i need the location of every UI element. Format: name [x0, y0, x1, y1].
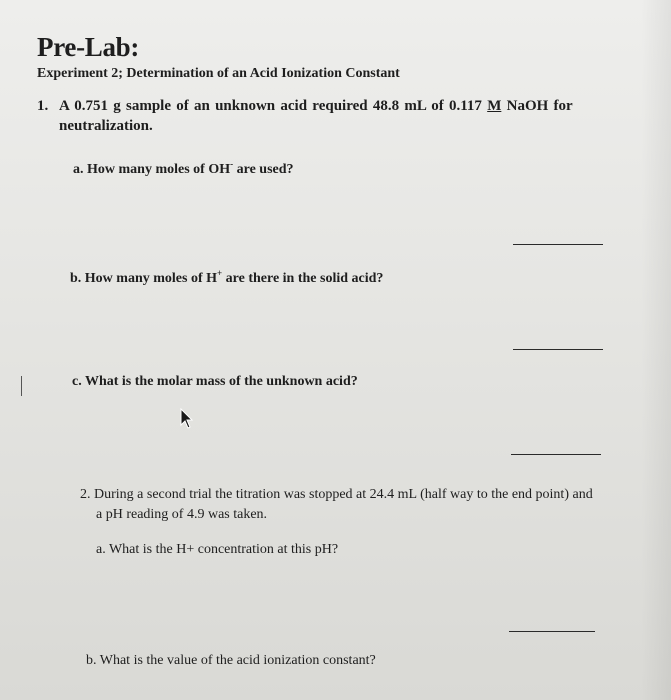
question-2a: a. What is the H+ concentration at this pH? — [96, 542, 339, 557]
mouse-cursor-icon — [180, 408, 194, 430]
question-1a-suffix: are used? — [233, 162, 294, 177]
question-1c: c. What is the molar mass of the unknown acid? — [72, 374, 358, 389]
page-title: Pre-Lab: — [37, 32, 140, 62]
answer-blank-2a[interactable] — [509, 631, 595, 632]
margin-mark — [21, 376, 22, 396]
question-2-text-line2: a pH reading of 4.9 was taken. — [96, 507, 268, 522]
question-1b — [70, 268, 383, 287]
answer-blank-1a[interactable] — [513, 244, 603, 245]
question-1-text-line2: neutralization. — [59, 118, 153, 134]
superscript-plus: + — [217, 268, 223, 278]
answer-blank-1b[interactable] — [513, 349, 603, 350]
question-1a-prefix: a. How many moles of OH — [73, 162, 231, 177]
page-shadow — [641, 0, 671, 700]
question-1-number: 1. — [37, 98, 49, 114]
question-1a — [73, 159, 294, 178]
question-1-text — [59, 98, 573, 115]
question-2-text: 2. During a second trial the titration was stopped at 24.4 mL (half way to the end point) and — [80, 487, 593, 502]
question-1-text-before: A 0.751 g sample of an unknown acid required 48.8 mL of 0.117 — [59, 98, 488, 114]
superscript-minus: - — [230, 159, 234, 169]
experiment-subtitle: Experiment 2; Determination of an Acid Ionization Constant — [37, 66, 400, 81]
question-1b-suffix: are there in the solid acid? — [222, 271, 384, 286]
question-2b: b. What is the value of the acid ionization constant? — [86, 653, 376, 668]
molar-unit: M — [487, 98, 502, 114]
answer-blank-1c[interactable] — [511, 454, 601, 455]
question-1-text-after: NaOH for — [501, 98, 573, 114]
question-1b-prefix: b. How many moles of H — [70, 271, 217, 286]
